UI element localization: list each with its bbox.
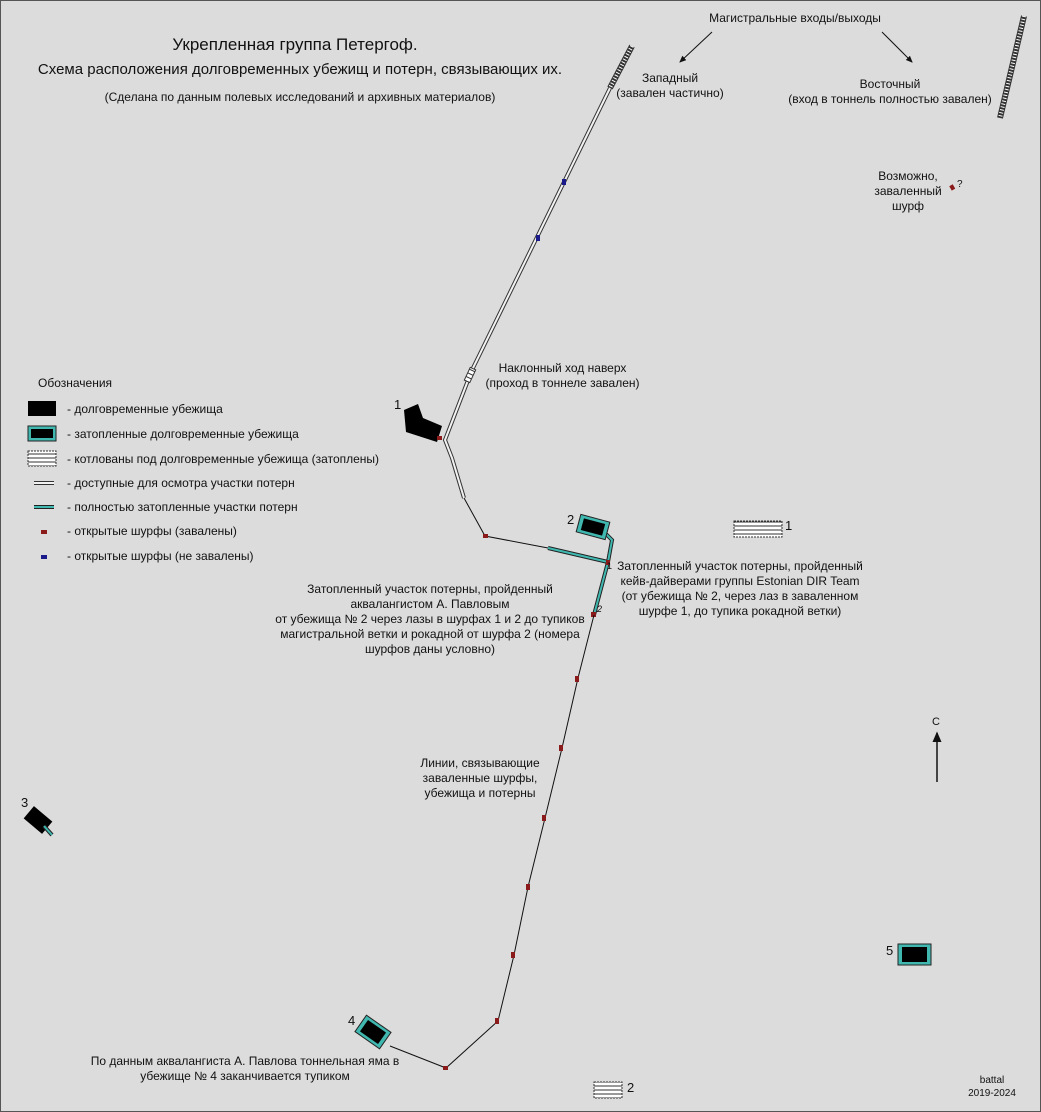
collapsed-shaft (495, 1018, 499, 1024)
east-exit-entrance (1000, 16, 1024, 118)
collapsed-shaft (575, 676, 579, 682)
pit-1-label: 1 (785, 518, 793, 533)
pavlov-note: Затопленный участок потерны, пройденный аквалангистом А. Павловым от убежища № 2 через лазы в шурфах 1 и 2 до тупиков магистральной ветки и рокадной от шурфа 2 (номера шурфов даны условно) (275, 582, 585, 656)
shelter-4 (355, 1015, 391, 1049)
incline-marker (464, 367, 475, 382)
north-label: С (932, 716, 940, 728)
legend-symbols (28, 401, 56, 559)
possible-shaft-question: ? (957, 179, 963, 190)
exit-arrow-west (680, 32, 712, 62)
shaft-2-label: 2 (597, 604, 603, 614)
shelter-3-label: 3 (21, 795, 29, 810)
shaft-1-label: 1 (607, 561, 613, 571)
shelter-1 (404, 404, 442, 442)
legend-item-collapsed-shaft: - открытые шурфы (завалены) (67, 524, 237, 538)
collapsed-shaft (443, 1066, 448, 1070)
map-note: (Сделана по данным полевых исследований и архивных материалов) (104, 90, 496, 104)
shelter-5 (898, 944, 931, 965)
possible-shaft-label: Возможно, заваленный шурф (874, 169, 942, 213)
estonian-team-note: Затопленный участок потерны, пройденный кейв-дайверами группы Estonian DIR Team (от убежища № 2, через лаз в заваленном шурфе 1, до тупика рокадной ветки) (617, 559, 863, 618)
shelter-4-label: 4 (348, 1013, 356, 1028)
west-exit-label: Западный (завален частично) (616, 71, 724, 100)
shelter-2-label: 2 (567, 512, 575, 527)
credits: battal 2019-2024 (968, 1075, 1016, 1099)
collapsed-shaft (511, 952, 515, 958)
pit-1 (734, 521, 782, 537)
collapsed-shaft (483, 534, 488, 538)
shelter-3 (24, 806, 53, 835)
connecting-line (390, 615, 594, 1068)
collapsed-shaft (526, 884, 530, 890)
open-shaft (562, 179, 566, 185)
shelter-1-label: 1 (394, 397, 402, 412)
pit-2 (594, 1082, 622, 1098)
open-shaft (536, 235, 540, 241)
collapsed-shaft (559, 745, 563, 751)
lines-note: Линии, связывающие заваленные шурфы, убежища и потерны (420, 756, 540, 800)
shelter-2 (576, 514, 610, 539)
legend-item-accessible-tunnel: - доступные для осмотра участки потерн (67, 476, 295, 490)
accessible-tunnel-main (445, 88, 610, 498)
legend-item-shelter: - долговременные убежища (67, 402, 223, 416)
legend-item-flooded-tunnel: - полностью затопленные участки потерн (67, 500, 298, 514)
legend-item-open-shaft: - открытые шурфы (не завалены) (67, 549, 254, 563)
pit-2-label: 2 (627, 1080, 635, 1095)
possible-shaft-marker (949, 184, 955, 190)
collapsed-shaft (437, 436, 442, 440)
shelter-5-label: 5 (886, 943, 894, 958)
exit-arrow-east (882, 32, 912, 62)
legend-item-flooded-shelter: - затопленные долговременные убежища (67, 427, 299, 441)
map-title: Укрепленная группа Петергоф. (172, 35, 418, 54)
connecting-line (464, 498, 548, 548)
legend-item-pit: - котлованы под долговременные убежища (затоплены) (67, 452, 380, 466)
shelter-4-note: По данным аквалангиста А. Павлова тоннельная яма в убежище № 4 заканчивается тупиком (90, 1054, 400, 1083)
incline-label: Наклонный ход наверх (проход в тоннеле завален) (485, 361, 640, 390)
legend-title: Обозначения (38, 376, 113, 390)
exits-heading: Магистральные входы/выходы (709, 11, 881, 25)
collapsed-shaft (542, 815, 546, 821)
east-exit-label: Восточный (вход в тоннель полностью завален) (788, 77, 992, 106)
map-subtitle: Схема расположения долговременных убежищ и потерн, связывающих их. (37, 61, 563, 78)
